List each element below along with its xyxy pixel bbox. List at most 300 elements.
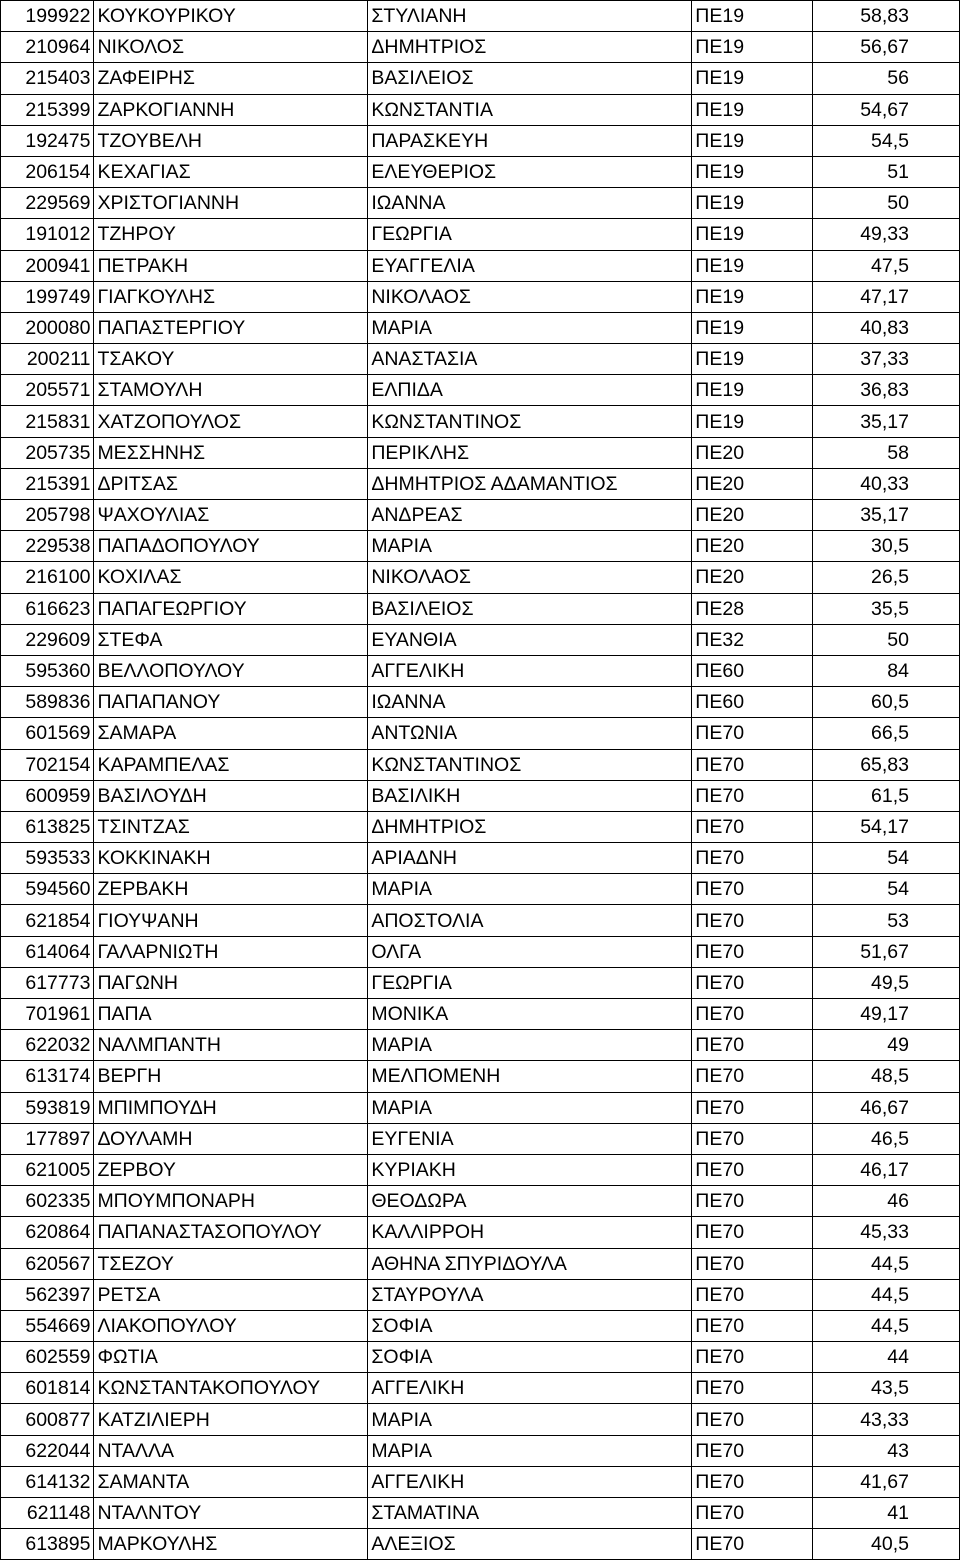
cell-score: 54 [812,874,960,905]
cell-first-name: ΜΑΡΙΑ [368,312,692,343]
cell-first-name: ΣΟΦΙΑ [368,1310,692,1341]
cell-first-name: ΚΥΡΙΑΚΗ [368,1154,692,1185]
cell-score: 50 [812,188,960,219]
table-row [1,1466,960,1497]
cell-score: 60,5 [812,687,960,718]
table-row [1,1186,960,1217]
cell-surname: ΔΟΥΛΑΜΗ [94,1123,368,1154]
cell-score: 54 [812,843,960,874]
cell-id: 616623 [1,593,94,624]
cell-first-name: ΠΑΡΑΣΚΕΥΗ [368,125,692,156]
cell-id: 614064 [1,936,94,967]
cell-score: 35,5 [812,593,960,624]
table-row [1,1529,960,1560]
cell-id: 199922 [1,1,94,32]
cell-surname: ΛΙΑΚΟΠΟΥΛΟΥ [94,1310,368,1341]
cell-score: 26,5 [812,562,960,593]
table-row [1,936,960,967]
cell-first-name: ΜΕΛΠΟΜΕΝΗ [368,1061,692,1092]
cell-specialty: ΠΕ70 [692,1248,812,1279]
cell-first-name: ΚΩΝΣΤΑΝΤΙΝΟΣ [368,406,692,437]
cell-surname: ΣΤΑΜΟΥΛΗ [94,375,368,406]
cell-specialty: ΠΕ70 [692,1404,812,1435]
cell-id: 622044 [1,1435,94,1466]
cell-first-name: ΚΩΝΣΤΑΝΤΙΑ [368,94,692,125]
cell-surname: ΖΑΦΕΙΡΗΣ [94,63,368,94]
cell-first-name: ΜΑΡΙΑ [368,1404,692,1435]
cell-specialty: ΠΕ70 [692,1154,812,1185]
cell-score: 51 [812,156,960,187]
cell-surname: ΤΣΙΝΤΖΑΣ [94,811,368,842]
cell-id: 205798 [1,500,94,531]
cell-surname: ΣΤΕΦΑ [94,624,368,655]
cell-id: 614132 [1,1466,94,1497]
cell-first-name: ΕΥΓΕΝΙΑ [368,1123,692,1154]
cell-specialty: ΠΕ70 [692,811,812,842]
cell-id: 192475 [1,125,94,156]
table-row [1,905,960,936]
cell-id: 216100 [1,562,94,593]
cell-surname: ΓΙΟΥΨΑΝΗ [94,905,368,936]
cell-score: 50 [812,624,960,655]
cell-surname: ΜΑΡΚΟΥΛΗΣ [94,1529,368,1560]
cell-specialty: ΠΕ20 [692,468,812,499]
cell-id: 702154 [1,749,94,780]
cell-specialty: ΠΕ19 [692,63,812,94]
cell-specialty: ΠΕ19 [692,32,812,63]
cell-first-name: ΜΑΡΙΑ [368,1435,692,1466]
cell-surname: ΖΑΡΚΟΓΙΑΝΝΗ [94,94,368,125]
cell-id: 602335 [1,1186,94,1217]
cell-score: 65,83 [812,749,960,780]
cell-specialty: ΠΕ70 [692,1498,812,1529]
table-row [1,718,960,749]
cell-score: 44,5 [812,1279,960,1310]
cell-id: 215831 [1,406,94,437]
cell-id: 620864 [1,1217,94,1248]
cell-first-name: ΣΤΥΛΙΑΝΗ [368,1,692,32]
cell-id: 200211 [1,344,94,375]
cell-specialty: ΠΕ70 [692,1123,812,1154]
cell-first-name: ΚΑΛΛΙΡΡΟΗ [368,1217,692,1248]
cell-specialty: ΠΕ70 [692,1310,812,1341]
cell-id: 613825 [1,811,94,842]
cell-id: 601569 [1,718,94,749]
cell-specialty: ΠΕ70 [692,843,812,874]
cell-specialty: ΠΕ19 [692,344,812,375]
cell-first-name: ΑΓΓΕΛΙΚΗ [368,1373,692,1404]
cell-id: 200080 [1,312,94,343]
cell-score: 54,67 [812,94,960,125]
cell-specialty: ΠΕ70 [692,1529,812,1560]
cell-surname: ΣΑΜΑΝΤΑ [94,1466,368,1497]
cell-surname: ΜΠΟΥΜΠΟΝΑΡΗ [94,1186,368,1217]
table-row [1,375,960,406]
cell-specialty: ΠΕ70 [692,1092,812,1123]
table-row [1,125,960,156]
cell-score: 40,33 [812,468,960,499]
cell-id: 205735 [1,437,94,468]
cell-specialty: ΠΕ28 [692,593,812,624]
cell-surname: ΠΑΠΑΠΑΝΟΥ [94,687,368,718]
cell-id: 595360 [1,655,94,686]
table-row [1,1092,960,1123]
cell-surname: ΝΤΑΛΛΑ [94,1435,368,1466]
cell-specialty: ΠΕ70 [692,1186,812,1217]
cell-score: 45,33 [812,1217,960,1248]
cell-score: 48,5 [812,1061,960,1092]
cell-id: 205571 [1,375,94,406]
cell-score: 54,5 [812,125,960,156]
cell-score: 58 [812,437,960,468]
cell-specialty: ΠΕ70 [692,999,812,1030]
cell-surname: ΖΕΡΒΟΥ [94,1154,368,1185]
cell-first-name: ΜΑΡΙΑ [368,1092,692,1123]
cell-first-name: ΑΝΤΩΝΙΑ [368,718,692,749]
cell-id: 215399 [1,94,94,125]
cell-surname: ΒΕΛΛΟΠΟΥΛΟΥ [94,655,368,686]
cell-id: 600959 [1,780,94,811]
table-row [1,63,960,94]
cell-first-name: ΕΛΕΥΘΕΡΙΟΣ [368,156,692,187]
cell-score: 43,33 [812,1404,960,1435]
table-row [1,531,960,562]
table-row [1,156,960,187]
cell-specialty: ΠΕ70 [692,1435,812,1466]
cell-first-name: ΣΟΦΙΑ [368,1342,692,1373]
cell-specialty: ΠΕ70 [692,780,812,811]
cell-surname: ΡΕΤΣΑ [94,1279,368,1310]
cell-surname: ΚΑΤΖΙΛΙΕΡΗ [94,1404,368,1435]
table-row [1,874,960,905]
cell-first-name: ΕΥΑΝΘΙΑ [368,624,692,655]
cell-id: 594560 [1,874,94,905]
table-body [1,1,960,1560]
cell-score: 35,17 [812,406,960,437]
cell-first-name: ΣΤΑΥΡΟΥΛΑ [368,1279,692,1310]
cell-first-name: ΑΘΗΝΑ ΣΠΥΡΙΔΟΥΛΑ [368,1248,692,1279]
table-row [1,1,960,32]
table-row [1,562,960,593]
table-row [1,1154,960,1185]
cell-surname: ΠΑΠΑΔΟΠΟΥΛΟΥ [94,531,368,562]
cell-score: 43,5 [812,1373,960,1404]
cell-specialty: ΠΕ20 [692,437,812,468]
cell-specialty: ΠΕ19 [692,281,812,312]
cell-surname: ΠΑΠΑΝΑΣΤΑΣΟΠΟΥΛΟΥ [94,1217,368,1248]
cell-id: 701961 [1,999,94,1030]
cell-first-name: ΙΩΑΝΝΑ [368,687,692,718]
cell-score: 56 [812,63,960,94]
cell-first-name: ΑΛΕΞΙΟΣ [368,1529,692,1560]
cell-first-name: ΑΝΔΡΕΑΣ [368,500,692,531]
table-row [1,250,960,281]
cell-score: 44,5 [812,1310,960,1341]
cell-surname: ΤΖΟΥΒΕΛΗ [94,125,368,156]
cell-first-name: ΑΝΑΣΤΑΣΙΑ [368,344,692,375]
cell-score: 36,83 [812,375,960,406]
table-row [1,967,960,998]
cell-surname: ΤΣΕΖΟΥ [94,1248,368,1279]
cell-score: 46,5 [812,1123,960,1154]
cell-first-name: ΔΗΜΗΤΡΙΟΣ ΑΔΑΜΑΝΤΙΟΣ [368,468,692,499]
table-row [1,1030,960,1061]
cell-id: 191012 [1,219,94,250]
cell-surname: ΧΡΙΣΤΟΓΙΑΝΝΗ [94,188,368,219]
cell-specialty: ΠΕ19 [692,1,812,32]
table-row [1,780,960,811]
cell-specialty: ΠΕ70 [692,1217,812,1248]
table-row [1,219,960,250]
cell-specialty: ΠΕ20 [692,500,812,531]
cell-specialty: ΠΕ19 [692,250,812,281]
cell-id: 593533 [1,843,94,874]
cell-id: 215391 [1,468,94,499]
cell-score: 40,5 [812,1529,960,1560]
cell-surname: ΝΙΚΟΛΟΣ [94,32,368,63]
table-row [1,281,960,312]
cell-surname: ΒΑΣΙΛΟΥΔΗ [94,780,368,811]
cell-id: 621005 [1,1154,94,1185]
cell-surname: ΓΙΑΓΚΟΥΛΗΣ [94,281,368,312]
cell-surname: ΠΑΠΑΓΕΩΡΓΙΟΥ [94,593,368,624]
cell-first-name: ΑΡΙΑΔΝΗ [368,843,692,874]
cell-score: 56,67 [812,32,960,63]
cell-surname: ΤΖΗΡΟΥ [94,219,368,250]
cell-first-name: ΓΕΩΡΓΙΑ [368,967,692,998]
cell-id: 177897 [1,1123,94,1154]
cell-surname: ΦΩΤΙΑ [94,1342,368,1373]
cell-surname: ΓΑΛΑΡΝΙΩΤΗ [94,936,368,967]
cell-first-name: ΕΥΑΓΓΕΛΙΑ [368,250,692,281]
table-row [1,655,960,686]
cell-specialty: ΠΕ70 [692,967,812,998]
cell-first-name: ΜΑΡΙΑ [368,531,692,562]
cell-first-name: ΜΟΝΙΚΑ [368,999,692,1030]
cell-surname: ΔΡΙΤΣΑΣ [94,468,368,499]
cell-id: 617773 [1,967,94,998]
table-row [1,94,960,125]
cell-specialty: ΠΕ19 [692,94,812,125]
cell-specialty: ΠΕ19 [692,219,812,250]
cell-score: 41 [812,1498,960,1529]
cell-first-name: ΒΑΣΙΛΙΚΗ [368,780,692,811]
cell-score: 46 [812,1186,960,1217]
cell-score: 49 [812,1030,960,1061]
cell-first-name: ΠΕΡΙΚΛΗΣ [368,437,692,468]
cell-score: 49,17 [812,999,960,1030]
cell-surname: ΜΕΣΣΗΝΗΣ [94,437,368,468]
cell-specialty: ΠΕ60 [692,687,812,718]
cell-surname: ΖΕΡΒΑΚΗ [94,874,368,905]
cell-specialty: ΠΕ19 [692,312,812,343]
cell-surname: ΤΣΑΚΟΥ [94,344,368,375]
cell-surname: ΚΟΥΚΟΥΡΙΚΟΥ [94,1,368,32]
cell-surname: ΜΠΙΜΠΟΥΔΗ [94,1092,368,1123]
cell-score: 66,5 [812,718,960,749]
cell-score: 47,17 [812,281,960,312]
cell-id: 601814 [1,1373,94,1404]
cell-score: 44,5 [812,1248,960,1279]
cell-surname: ΝΑΛΜΠΑΝΤΗ [94,1030,368,1061]
cell-id: 593819 [1,1092,94,1123]
table-row [1,1373,960,1404]
table-row [1,999,960,1030]
cell-surname: ΧΑΤΖΟΠΟΥΛΟΣ [94,406,368,437]
table-row [1,1123,960,1154]
cell-id: 589836 [1,687,94,718]
cell-specialty: ΠΕ70 [692,905,812,936]
cell-surname: ΚΩΝΣΤΑΝΤΑΚΟΠΟΥΛΟΥ [94,1373,368,1404]
cell-score: 51,67 [812,936,960,967]
cell-score: 46,17 [812,1154,960,1185]
cell-id: 206154 [1,156,94,187]
cell-score: 30,5 [812,531,960,562]
cell-specialty: ΠΕ70 [692,1373,812,1404]
cell-first-name: ΙΩΑΝΝΑ [368,188,692,219]
cell-specialty: ΠΕ70 [692,718,812,749]
cell-score: 47,5 [812,250,960,281]
cell-first-name: ΑΓΓΕΛΙΚΗ [368,655,692,686]
table-row [1,1404,960,1435]
cell-id: 554669 [1,1310,94,1341]
cell-first-name: ΑΠΟΣΤΟΛΙΑ [368,905,692,936]
cell-surname: ΒΕΡΓΗ [94,1061,368,1092]
cell-specialty: ΠΕ19 [692,406,812,437]
cell-id: 229609 [1,624,94,655]
table-row [1,1217,960,1248]
cell-specialty: ΠΕ20 [692,562,812,593]
cell-first-name: ΒΑΣΙΛΕΙΟΣ [368,63,692,94]
cell-specialty: ΠΕ60 [692,655,812,686]
cell-specialty: ΠΕ70 [692,749,812,780]
cell-id: 562397 [1,1279,94,1310]
cell-score: 84 [812,655,960,686]
cell-surname: ΣΑΜΑΡΑ [94,718,368,749]
cell-score: 54,17 [812,811,960,842]
cell-id: 602559 [1,1342,94,1373]
table-row [1,468,960,499]
cell-specialty: ΠΕ70 [692,1061,812,1092]
cell-first-name: ΔΗΜΗΤΡΙΟΣ [368,811,692,842]
cell-first-name: ΝΙΚΟΛΑΟΣ [368,562,692,593]
cell-specialty: ΠΕ70 [692,936,812,967]
cell-specialty: ΠΕ19 [692,156,812,187]
cell-specialty: ΠΕ19 [692,125,812,156]
table-row [1,749,960,780]
table-row [1,1342,960,1373]
cell-id: 613174 [1,1061,94,1092]
cell-first-name: ΚΩΝΣΤΑΝΤΙΝΟΣ [368,749,692,780]
cell-id: 620567 [1,1248,94,1279]
cell-score: 37,33 [812,344,960,375]
cell-score: 61,5 [812,780,960,811]
cell-first-name: ΑΓΓΕΛΙΚΗ [368,1466,692,1497]
cell-specialty: ΠΕ19 [692,188,812,219]
table-row [1,312,960,343]
cell-specialty: ΠΕ70 [692,1030,812,1061]
cell-score: 40,83 [812,312,960,343]
cell-specialty: ΠΕ70 [692,1466,812,1497]
cell-score: 35,17 [812,500,960,531]
cell-specialty: ΠΕ32 [692,624,812,655]
cell-id: 622032 [1,1030,94,1061]
cell-score: 41,67 [812,1466,960,1497]
cell-score: 58,83 [812,1,960,32]
cell-id: 199749 [1,281,94,312]
cell-id: 621148 [1,1498,94,1529]
cell-surname: ΠΑΓΩΝΗ [94,967,368,998]
cell-id: 621854 [1,905,94,936]
cell-surname: ΨΑΧΟΥΛΙΑΣ [94,500,368,531]
cell-surname: ΠΑΠΑ [94,999,368,1030]
cell-surname: ΝΤΑΛΝΤΟΥ [94,1498,368,1529]
cell-surname: ΚΟΚΚΙΝΑΚΗ [94,843,368,874]
cell-id: 210964 [1,32,94,63]
cell-id: 613895 [1,1529,94,1560]
cell-id: 229538 [1,531,94,562]
cell-first-name: ΕΛΠΙΔΑ [368,375,692,406]
cell-id: 229569 [1,188,94,219]
table-row [1,344,960,375]
cell-first-name: ΟΛΓΑ [368,936,692,967]
table-row [1,1310,960,1341]
cell-score: 53 [812,905,960,936]
table-row [1,500,960,531]
table-row [1,1435,960,1466]
table-row [1,1061,960,1092]
table-row [1,188,960,219]
cell-score: 46,67 [812,1092,960,1123]
table-row [1,1498,960,1529]
table-row [1,1248,960,1279]
cell-score: 43 [812,1435,960,1466]
cell-first-name: ΘΕΟΔΩΡΑ [368,1186,692,1217]
cell-score: 49,5 [812,967,960,998]
cell-id: 215403 [1,63,94,94]
cell-surname: ΠΑΠΑΣΤΕΡΓΙΟΥ [94,312,368,343]
cell-first-name: ΔΗΜΗΤΡΙΟΣ [368,32,692,63]
cell-first-name: ΜΑΡΙΑ [368,874,692,905]
cell-score: 44 [812,1342,960,1373]
cell-id: 200941 [1,250,94,281]
cell-surname: ΚΕΧΑΓΙΑΣ [94,156,368,187]
table-row [1,437,960,468]
cell-score: 49,33 [812,219,960,250]
cell-surname: ΚΟΧΙΛΑΣ [94,562,368,593]
cell-first-name: ΜΑΡΙΑ [368,1030,692,1061]
cell-id: 600877 [1,1404,94,1435]
cell-specialty: ΠΕ20 [692,531,812,562]
cell-specialty: ΠΕ19 [692,375,812,406]
cell-specialty: ΠΕ70 [692,874,812,905]
table-row [1,811,960,842]
table-row [1,624,960,655]
cell-first-name: ΒΑΣΙΛΕΙΟΣ [368,593,692,624]
cell-first-name: ΓΕΩΡΓΙΑ [368,219,692,250]
cell-surname: ΚΑΡΑΜΠΕΛΑΣ [94,749,368,780]
table-row [1,32,960,63]
table-row [1,1279,960,1310]
cell-first-name: ΣΤΑΜΑΤΙΝΑ [368,1498,692,1529]
cell-specialty: ΠΕ70 [692,1342,812,1373]
table-row [1,406,960,437]
table-row [1,593,960,624]
cell-surname: ΠΕΤΡΑΚΗ [94,250,368,281]
cell-first-name: ΝΙΚΟΛΑΟΣ [368,281,692,312]
table-row [1,843,960,874]
table-row [1,687,960,718]
